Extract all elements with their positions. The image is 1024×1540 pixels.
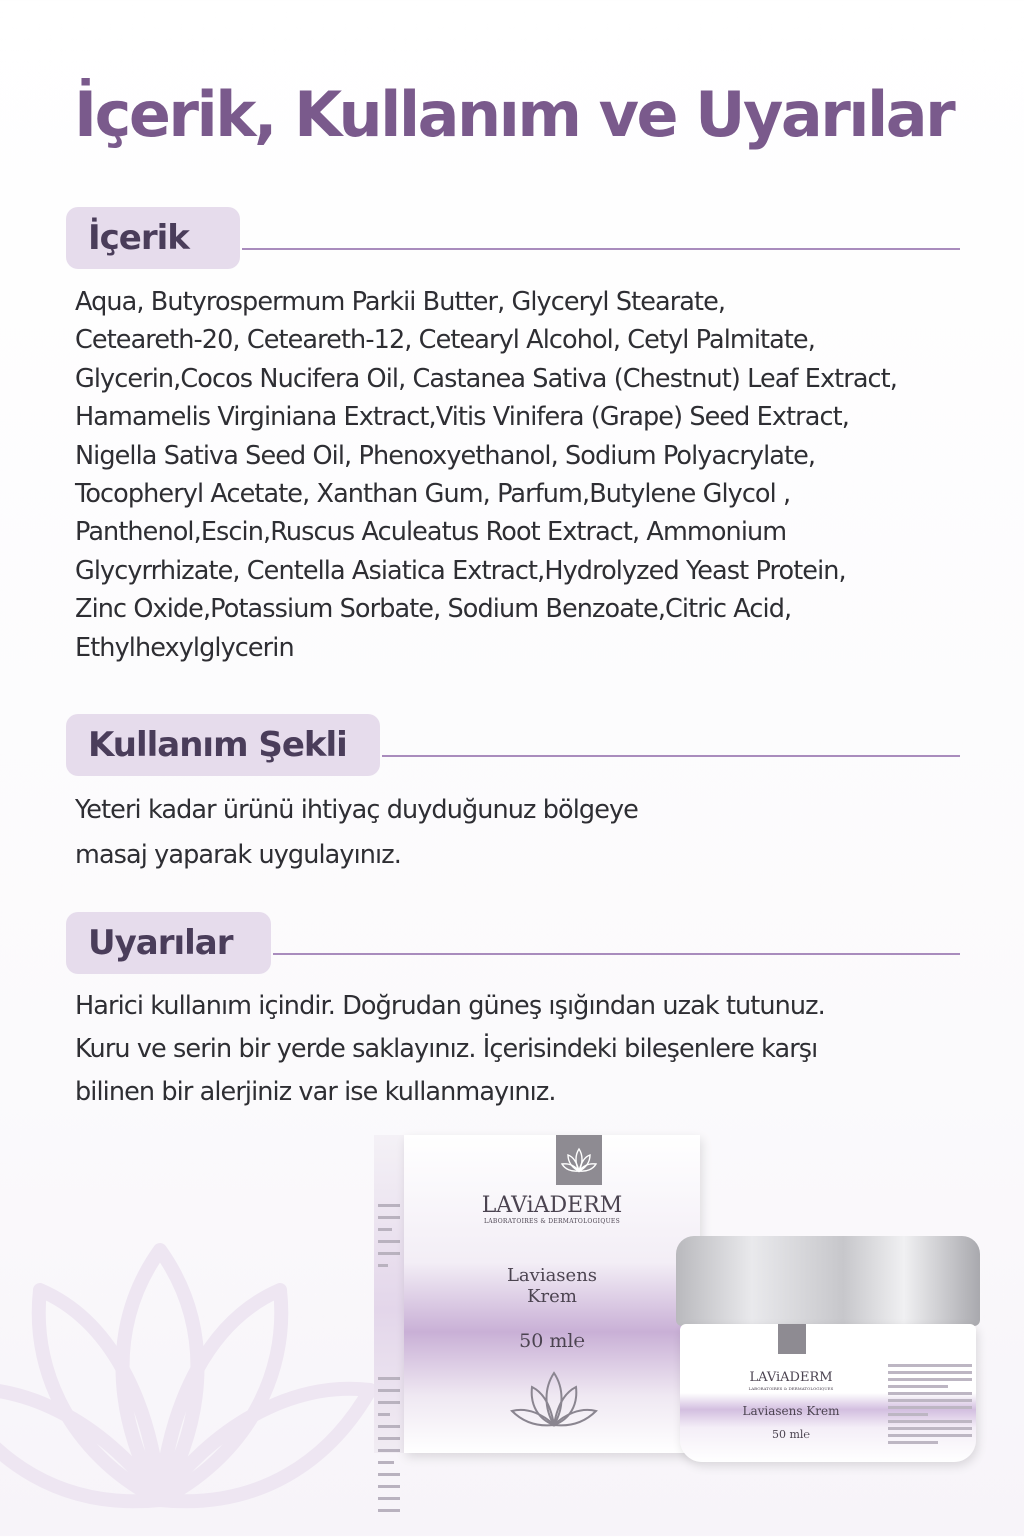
jar-volume: 50 ml℮ — [771, 1428, 811, 1441]
jar-body — [680, 1324, 976, 1462]
jar-label-text — [888, 1360, 972, 1448]
jar-brand-tagline: LABORATOIRES & DERMATOLOGIQUES — [748, 1386, 834, 1391]
lotus-logo-icon — [556, 1135, 602, 1185]
section-heading-warnings: Uyarılar — [66, 912, 271, 974]
jar-logo-tab — [778, 1324, 806, 1354]
section-divider — [382, 755, 960, 757]
ingredients-line: Ceteareth-20, Ceteareth-12, Cetearyl Alcohol, Cetyl Palmitate, — [75, 325, 815, 356]
ingredients-line: Zinc Oxide,Potassium Sorbate, Sodium Benzoate,Citric Acid, — [75, 594, 792, 625]
section-heading-ingredients: İçerik — [66, 207, 240, 269]
box-product-name: Laviasens — [506, 1265, 598, 1286]
warnings-text — [75, 985, 825, 1114]
product-jar — [676, 1236, 980, 1462]
box-logo-tab — [556, 1135, 602, 1185]
usage-line: Yeteri kadar ürünü ihtiyaç duyduğunuz bölgeye — [75, 795, 638, 825]
lotus-box-icon — [504, 1363, 604, 1433]
box-volume: 50 ml℮ — [519, 1330, 585, 1352]
ingredients-line: Hamamelis Virginiana Extract,Vitis Vinifera (Grape) Seed Extract, — [75, 402, 849, 433]
usage-text — [75, 788, 638, 878]
ingredients-line: Glycyrrhizate, Centella Asiatica Extract,Hydrolyzed Yeast Protein, — [75, 555, 846, 586]
jar-brand: LAViADERM — [749, 1370, 833, 1385]
section-header-warnings — [66, 912, 960, 974]
section-header-usage — [66, 714, 960, 776]
box-front-panel — [404, 1135, 700, 1453]
product-box — [374, 1135, 700, 1453]
section-header-ingredients — [66, 207, 960, 269]
ingredients-line: Aqua, Butyrospermum Parkii Butter, Glyceryl Stearate, — [75, 287, 726, 317]
jar-product-name: Laviasens Krem — [742, 1404, 840, 1418]
ingredients-line: Ethylhexylglycerin — [75, 632, 294, 663]
section-divider — [273, 953, 960, 955]
section-divider — [242, 248, 960, 250]
box-side-panel — [374, 1135, 405, 1453]
section-heading-usage: Kullanım Şekli — [66, 714, 380, 776]
warnings-line: bilinen bir alerjiniz var ise kullanmayınız. — [75, 1077, 556, 1107]
warnings-line: Kuru ve serin bir yerde saklayınız. İçerisindeki bileşenlere karşı — [75, 1034, 818, 1064]
ingredients-line: Tocopheryl Acetate, Xanthan Gum, Parfum,Butylene Glycol , — [75, 479, 791, 510]
box-brand-tagline: LABORATOIRES & DERMATOLOGIQUES — [483, 1218, 621, 1225]
warnings-line: Harici kullanım içindir. Doğrudan güneş ışığından uzak tutunuz. — [75, 991, 825, 1021]
box-product-type: Krem — [527, 1286, 577, 1307]
ingredients-line: Nigella Sativa Seed Oil, Phenoxyethanol, Sodium Polyacrylate, — [75, 440, 816, 471]
jar-lid — [676, 1236, 980, 1326]
lotus-watermark-icon — [0, 1210, 390, 1540]
ingredients-line: Panthenol,Escin,Ruscus Aculeatus Root Extract, Ammonium — [75, 517, 787, 548]
box-brand: LAViADERM — [481, 1193, 623, 1218]
ingredients-line: Glycerin,Cocos Nucifera Oil, Castanea Sativa (Chestnut) Leaf Extract, — [75, 363, 897, 394]
page-title: İçerik, Kullanım ve Uyarılar — [74, 78, 954, 151]
ingredients-text — [75, 283, 897, 667]
usage-line: masaj yaparak uygulayınız. — [75, 840, 401, 870]
